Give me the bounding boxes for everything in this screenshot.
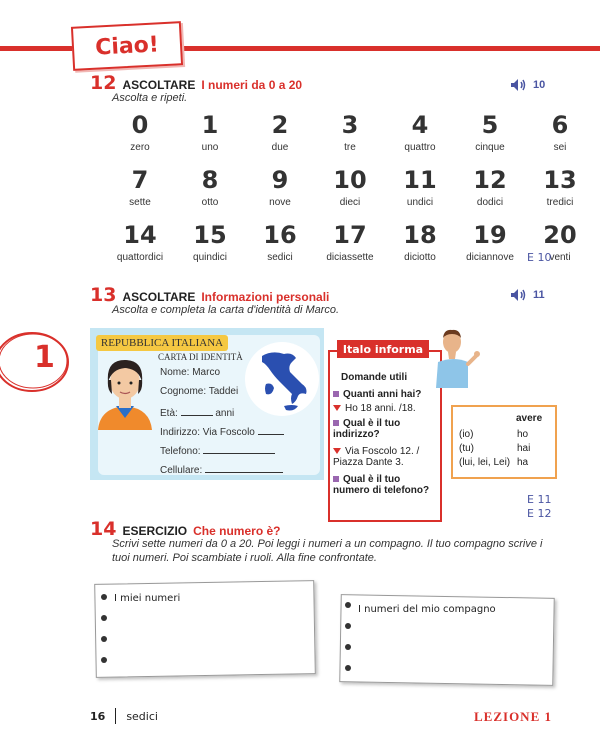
number-word: quattro bbox=[404, 142, 436, 153]
number-word: dodici bbox=[476, 197, 504, 208]
number-word: uno bbox=[201, 142, 219, 153]
notebook-my-numbers-label: I miei numeri bbox=[114, 593, 181, 604]
number-item bbox=[105, 165, 175, 208]
ex12-kind: ASCOLTARE bbox=[122, 78, 196, 92]
number-word: venti bbox=[549, 252, 571, 263]
id-card-country: REPUBBLICA ITALIANA bbox=[96, 335, 228, 351]
question-bullet bbox=[333, 476, 339, 482]
number-digit: 17 bbox=[333, 221, 367, 249]
number-digit: 15 bbox=[193, 221, 227, 249]
number-word: undici bbox=[406, 197, 434, 208]
number-item bbox=[385, 220, 455, 263]
notebook-ring bbox=[101, 615, 107, 621]
ex13-audio-track: 11 bbox=[533, 289, 545, 301]
id-field-cellulare-label: Cellulare: bbox=[160, 465, 203, 476]
number-item bbox=[315, 110, 385, 153]
lesson-label: LEZIONE 1 bbox=[474, 709, 552, 724]
italo-q3-text: Qual è il tuo numero di telefono? bbox=[333, 474, 430, 496]
footer-separator bbox=[115, 708, 116, 724]
ciao-title-box bbox=[71, 21, 183, 71]
number-digit: 1 bbox=[201, 111, 219, 139]
ex13-number: 13 bbox=[90, 284, 117, 306]
number-word: quindici bbox=[193, 252, 227, 263]
avere-form: hai bbox=[517, 443, 531, 454]
ex13-audio-button[interactable] bbox=[510, 288, 545, 302]
ex14-number: 14 bbox=[90, 518, 117, 540]
number-digit: 0 bbox=[131, 111, 149, 139]
avere-pronoun: (tu) bbox=[459, 443, 474, 454]
italo-heading: Domande utili bbox=[341, 372, 408, 383]
ex12-title: I numeri da 0 a 20 bbox=[201, 78, 303, 92]
italo-q2 bbox=[333, 418, 435, 440]
number-item bbox=[315, 165, 385, 208]
notebook-ring bbox=[345, 623, 351, 629]
question-bullet bbox=[333, 420, 339, 426]
notebook-ring bbox=[345, 644, 351, 650]
italo-informa-tag: Italo informa bbox=[337, 340, 429, 358]
number-item bbox=[385, 110, 455, 153]
number-word: cinque bbox=[475, 142, 505, 153]
number-word: sedici bbox=[267, 252, 293, 263]
italo-a2-text: Via Foscolo 12. / Piazza Dante 3. bbox=[333, 446, 420, 468]
italo-q3 bbox=[333, 474, 435, 496]
number-word: diciannove bbox=[466, 252, 514, 263]
question-bullet bbox=[333, 391, 339, 397]
number-digit: 4 bbox=[411, 111, 429, 139]
indirizzo-blank[interactable] bbox=[258, 424, 284, 435]
number-item bbox=[175, 220, 245, 263]
number-word: sette bbox=[129, 197, 151, 208]
ex14-instruction: Scrivi sette numeri da 0 a 20. Poi leggi i numeri a un compagno. Il tuo compagno scrive i tuoi numeri. Poi scambiate i ruoli. Alla fine confrontate. bbox=[112, 538, 543, 564]
marco-portrait bbox=[94, 354, 156, 430]
ex13-kind: ASCOLTARE bbox=[122, 290, 196, 304]
ex12-number: 12 bbox=[90, 72, 117, 94]
answer-bullet bbox=[333, 405, 341, 411]
avere-form: ho bbox=[517, 429, 529, 440]
number-digit: 16 bbox=[263, 221, 297, 249]
ex13-header bbox=[90, 284, 329, 306]
ex14-title: Che numero è? bbox=[193, 524, 281, 538]
avere-pronoun: (lui, lei, Lei) bbox=[459, 457, 511, 468]
number-digit: 13 bbox=[543, 166, 577, 194]
italo-q2-text: Qual è il tuo indirizzo? bbox=[333, 418, 401, 440]
notebook-ring bbox=[101, 594, 107, 600]
number-item bbox=[245, 220, 315, 263]
id-field-cognome: Cognome: Taddei bbox=[160, 386, 239, 397]
number-word: sei bbox=[553, 142, 567, 153]
number-item bbox=[385, 165, 455, 208]
avere-title: avere bbox=[516, 413, 543, 424]
id-field-cellulare bbox=[160, 462, 283, 476]
number-item bbox=[105, 220, 175, 263]
id-field-nome: Nome: Marco bbox=[160, 367, 221, 378]
id-field-indirizzo bbox=[160, 424, 284, 438]
number-word: otto bbox=[201, 197, 219, 208]
number-item bbox=[455, 110, 525, 153]
number-word: nove bbox=[269, 197, 291, 208]
id-field-indirizzo-label: Indirizzo: Via Foscolo bbox=[160, 427, 255, 438]
speaker-icon bbox=[510, 288, 528, 302]
ex12-instruction: Ascolta e ripeti. bbox=[112, 92, 188, 104]
id-field-eta-unit: anni bbox=[215, 408, 235, 419]
number-item bbox=[175, 165, 245, 208]
italo-character bbox=[428, 326, 482, 388]
telefono-blank[interactable] bbox=[203, 443, 275, 454]
eta-blank[interactable] bbox=[181, 405, 213, 416]
avere-form: ha bbox=[517, 457, 529, 468]
page-title: Ciao! bbox=[94, 31, 160, 61]
notebook-ring bbox=[345, 665, 351, 671]
number-item bbox=[525, 110, 595, 153]
number-item bbox=[245, 165, 315, 208]
ex14-kind: ESERCIZIO bbox=[122, 524, 188, 538]
number-digit: 5 bbox=[481, 111, 499, 139]
speaker-icon bbox=[510, 78, 528, 92]
italo-a1 bbox=[333, 403, 435, 414]
page-number-word: sedici bbox=[126, 709, 158, 723]
footer-page bbox=[90, 708, 158, 724]
notebook-ring bbox=[101, 636, 107, 642]
number-item bbox=[455, 220, 525, 263]
numbers-row-1 bbox=[105, 110, 595, 153]
number-item bbox=[525, 165, 595, 208]
number-item bbox=[105, 110, 175, 153]
id-field-telefono-label: Telefono: bbox=[160, 446, 201, 457]
number-digit: 20 bbox=[543, 221, 577, 249]
number-digit: 11 bbox=[403, 166, 437, 194]
number-item bbox=[175, 110, 245, 153]
id-card-doc-title: CARTA DI IDENTITÀ bbox=[158, 352, 243, 362]
number-digit: 7 bbox=[131, 166, 149, 194]
number-word: tredici bbox=[546, 197, 574, 208]
number-digit: 14 bbox=[123, 221, 157, 249]
avere-pronoun: (io) bbox=[459, 429, 474, 440]
ex12-audio-button[interactable] bbox=[510, 78, 545, 92]
ex13-title: Informazioni personali bbox=[201, 290, 330, 304]
id-field-telefono bbox=[160, 443, 275, 457]
notebook-partner-numbers-label: I numeri del mio compagno bbox=[358, 604, 496, 615]
page-number: 16 bbox=[90, 709, 106, 723]
id-field-eta-label: Età: bbox=[160, 408, 178, 419]
ex13-instruction: Ascolta e completa la carta d'identità di Marco. bbox=[112, 304, 340, 316]
number-digit: 6 bbox=[551, 111, 569, 139]
number-digit: 19 bbox=[473, 221, 507, 249]
number-digit: 2 bbox=[271, 111, 289, 139]
number-item bbox=[455, 165, 525, 208]
ex12-header bbox=[90, 72, 302, 94]
number-item bbox=[315, 220, 385, 263]
number-word: tre bbox=[344, 142, 356, 153]
answer-bullet bbox=[333, 448, 341, 454]
ex13-exercise-ref-2[interactable]: E 12 bbox=[527, 507, 552, 520]
side-marker-number: 1 bbox=[34, 340, 55, 375]
number-digit: 3 bbox=[341, 111, 359, 139]
ex12-audio-track: 10 bbox=[533, 79, 546, 91]
number-digit: 8 bbox=[201, 166, 219, 194]
notebook-ring bbox=[101, 657, 107, 663]
number-word: zero bbox=[130, 142, 150, 153]
number-word: quattordici bbox=[116, 252, 164, 263]
cellulare-blank[interactable] bbox=[205, 462, 283, 473]
notebook-ring bbox=[345, 602, 351, 608]
number-digit: 9 bbox=[271, 166, 289, 194]
number-word: diciotto bbox=[404, 252, 436, 263]
number-digit: 18 bbox=[403, 221, 437, 249]
italo-a2 bbox=[333, 446, 435, 468]
number-word: due bbox=[271, 142, 289, 153]
number-digit: 12 bbox=[473, 166, 507, 194]
id-field-eta bbox=[160, 405, 234, 419]
italo-q1 bbox=[333, 389, 435, 400]
ex13-exercise-ref-1[interactable]: E 11 bbox=[527, 493, 552, 506]
ex12-exercise-ref[interactable]: E 10 bbox=[527, 251, 552, 264]
number-digit: 10 bbox=[333, 166, 367, 194]
italo-q1-text: Quanti anni hai? bbox=[343, 389, 422, 400]
numbers-row-3 bbox=[105, 220, 595, 263]
number-word: dieci bbox=[339, 197, 361, 208]
number-item bbox=[245, 110, 315, 153]
italo-a1-text: Ho 18 anni. /18. bbox=[345, 403, 416, 414]
numbers-row-2 bbox=[105, 165, 595, 208]
italy-map-icon bbox=[244, 340, 320, 418]
number-word: diciassette bbox=[326, 252, 374, 263]
